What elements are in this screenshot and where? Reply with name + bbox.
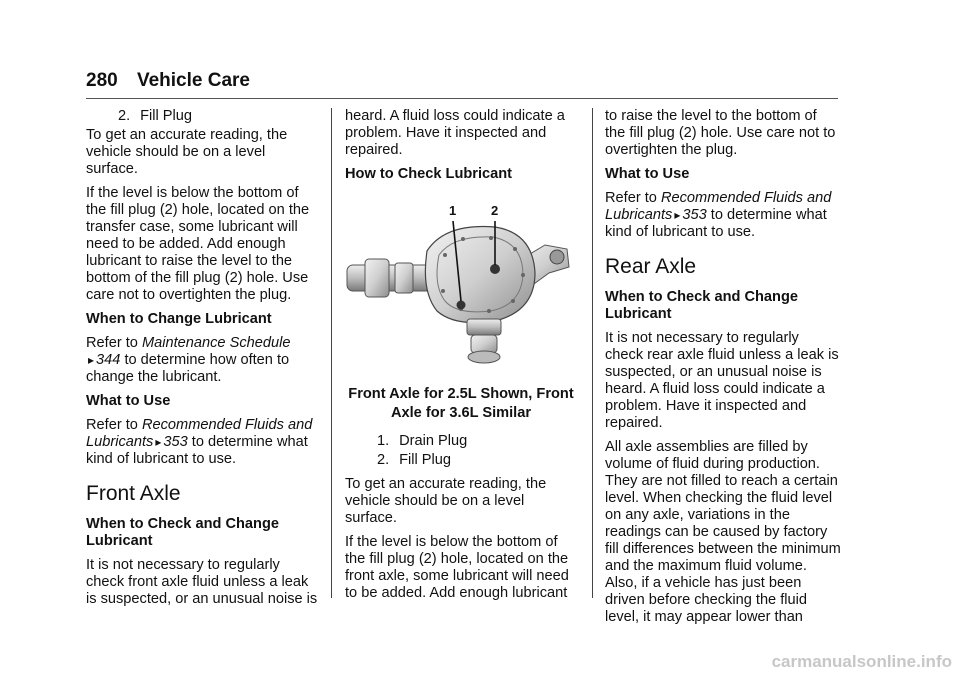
paragraph: It is not necessary to regularly check front axle fluid unless a leak is suspected, or an unusual noise is bbox=[86, 557, 318, 607]
section-heading: Rear Axle bbox=[605, 255, 697, 278]
column-divider bbox=[331, 108, 332, 598]
list-item: 2. Fill Plug bbox=[118, 108, 192, 124]
front-axle-illustration bbox=[345, 193, 577, 377]
page-number: 280 bbox=[86, 70, 118, 91]
section-heading: Front Axle bbox=[86, 482, 181, 505]
subheading: What to Use bbox=[605, 166, 690, 182]
cross-reference-link[interactable]: Maintenance Schedule bbox=[141, 335, 291, 351]
paragraph: If the level is below the bottom of the fill plug (2) hole, located on the front axle, some lubricant will need to be added. Add enough lubricant bbox=[345, 534, 569, 601]
paragraph: heard. A fluid loss could indicate a problem. Have it inspected and repaired. bbox=[345, 108, 565, 158]
column-1 bbox=[86, 108, 318, 615]
page-reference[interactable]: 353 bbox=[163, 434, 188, 450]
cross-reference-link[interactable]: Recommended Fluids and Lubricants bbox=[605, 190, 832, 223]
paragraph: Refer to Recommended Fluids and Lubricants ▸ 353 to determine what kind of lubricant to use. bbox=[86, 417, 313, 467]
paragraph: To get an accurate reading, the vehicle should be on a level surface. bbox=[345, 476, 547, 526]
paragraph: Refer to Maintenance Schedule ▸ 344 to determine how often to change the lubricant. bbox=[86, 335, 291, 385]
paragraph: If the level is below the bottom of the fill plug (2) hole, located on the transfer case, some lubricant will need to be added. Add enough lubricant to raise the level to the bottom of the fill plug (2) hole. Use care not to overtighten the plug. bbox=[86, 185, 310, 303]
subheading: When to Change Lubricant bbox=[86, 311, 272, 327]
page-header bbox=[86, 70, 250, 92]
paragraph: It is not necessary to regularly check rear axle fluid unless a leak is suspected, or an unusual noise is heard. A fluid loss could indicate a problem. Have it inspected and repaired. bbox=[605, 330, 839, 431]
subheading: When to Check and Change Lubricant bbox=[605, 289, 798, 322]
page-reference[interactable]: 344 bbox=[96, 352, 121, 368]
cross-reference-link[interactable]: Recommended Fluids and Lubricants bbox=[86, 417, 313, 450]
front-axle-drawing bbox=[345, 193, 577, 377]
subheading: When to Check and Change Lubricant bbox=[86, 516, 279, 549]
header-divider bbox=[86, 98, 838, 99]
page-reference-arrow-icon: ▸ bbox=[674, 208, 681, 222]
page-reference-arrow-icon: ▸ bbox=[155, 435, 162, 449]
callout-label-1: 1 bbox=[449, 203, 457, 218]
column-3 bbox=[605, 108, 841, 633]
subheading: What to Use bbox=[86, 393, 171, 409]
column-divider bbox=[592, 108, 593, 598]
callout-label-2: 2 bbox=[491, 203, 499, 218]
column-2 bbox=[345, 108, 577, 609]
figure-caption: Front Axle for 2.5L Shown, Front Axle for 3.6L Similar bbox=[348, 386, 574, 421]
section-title: Vehicle Care bbox=[136, 70, 251, 91]
paragraph: To get an accurate reading, the vehicle should be on a level surface. bbox=[86, 127, 288, 177]
paragraph: All axle assemblies are filled by volume of fluid during production. They are not filled to reach a certain level. When checking the fluid level on any axle, variations in the readings can be caused by factory fill differences between the minimum and the maximum fluid volume. Also, if a vehicle has just been driven before checking the fluid level, it may appear lower than bbox=[605, 439, 841, 625]
paragraph: to raise the level to the bottom of the fill plug (2) hole. Use care not to overtighten the plug. bbox=[605, 108, 836, 158]
paragraph: Refer to Recommended Fluids and Lubricants ▸ 353 to determine what kind of lubricant to use. bbox=[605, 190, 832, 240]
watermark: carmanualsonline.info bbox=[771, 652, 952, 671]
list-item: 2. Fill Plug bbox=[377, 452, 451, 468]
list-item: 1. Drain Plug bbox=[377, 433, 468, 449]
page-reference[interactable]: 353 bbox=[682, 207, 707, 223]
page-reference-arrow-icon: ▸ bbox=[88, 353, 95, 367]
subheading: How to Check Lubricant bbox=[345, 166, 513, 182]
